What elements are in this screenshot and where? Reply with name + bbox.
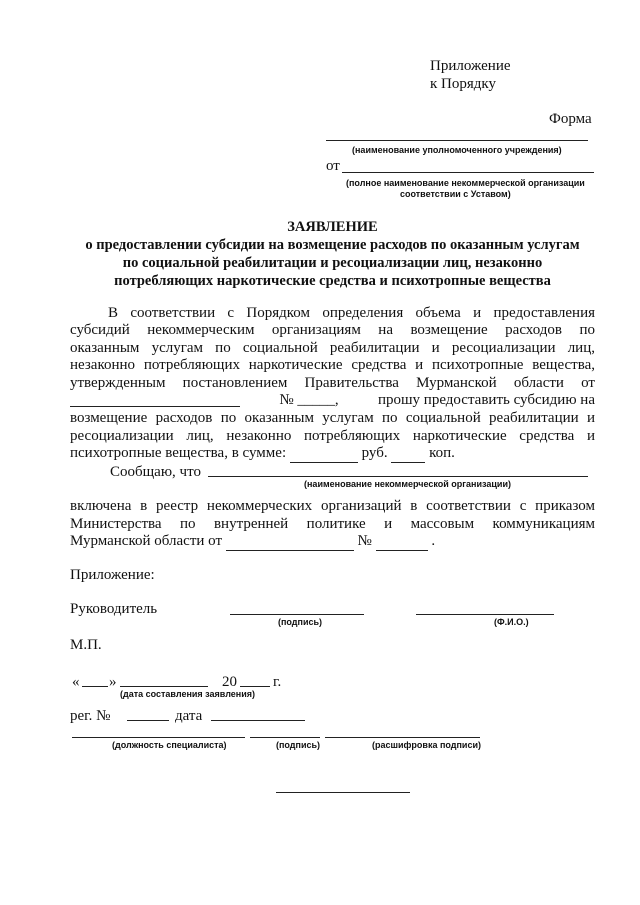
date-quote-open: « [72,674,80,690]
date-year-line[interactable] [240,686,270,687]
caption-signature2: (подпись) [276,740,321,750]
reg-date-line[interactable] [211,720,305,721]
date-quote-close: » [109,674,117,690]
from-label: от [326,158,340,174]
amount-rub-blank[interactable] [290,448,358,463]
p1-line8: ресоциализации лиц, незаконно потребляющих наркотические средства и [70,427,595,444]
title-line1: о предоставлении субсидии на возмещение расходов по оказанным услугам [85,237,580,253]
caption-org-line1: (полное наименование некоммерческой организации [346,178,585,188]
reg-number-line[interactable] [127,720,169,721]
p2-start: Сообщаю, что [110,464,201,480]
p3-line3 [70,533,595,551]
body-paragraph-1 [70,322,595,463]
p1-line9-c: коп. [429,445,455,462]
p1-line6 [70,392,595,410]
body-paragraph-3 [70,498,595,551]
head-signature-line[interactable] [230,614,364,615]
p1-line6-rest: прошу предоставить субсидию на [377,392,595,409]
p1-line9-a: психотропные вещества, в сумме: [70,445,287,462]
p3-line3-c: . [431,533,436,550]
amount-kop-blank[interactable] [391,448,425,463]
title-line3: потребляющих наркотические средства и психотропные вещества [114,273,551,289]
resolution-date-blank[interactable] [70,392,240,407]
p1-line6-no: № _____, [279,392,339,409]
year-prefix: 20 [222,674,237,690]
p1-line4: незаконно потребляющих наркотические средства и психотропные вещества, [70,357,595,374]
appendix-line1: Приложение [430,58,511,74]
caption-fio: (Ф.И.О.) [494,617,529,627]
caption-date: (дата составления заявления) [120,689,256,699]
decoding-line[interactable] [325,737,480,738]
institution-line [326,140,588,141]
p1-line9-b: руб. [361,445,388,462]
p1-line2: субсидий некоммерческим организациям на возмещение расходов по [70,322,595,338]
caption-org-short: (наименование некоммерческой организации) [304,479,511,489]
p1-line9 [70,445,595,463]
p1-line5: утвержденным постановлением Правительства Мурманской области от [70,374,595,391]
caption-position: (должность специалиста) [112,740,227,750]
specialist-signature-line[interactable] [250,737,320,738]
document-title: ЗАЯВЛЕНИЕ [287,219,378,235]
appendix-line2: к Порядку [430,76,496,92]
title-line2: по социальной реабилитации и ресоциализации лиц, незаконно [122,255,543,271]
date-day-line[interactable] [82,686,108,687]
date-month-line[interactable] [120,686,208,687]
org-line [342,172,594,173]
p3-line3-a: Мурманской области от [70,533,223,550]
date-label: дата [175,708,203,724]
form-label: Форма [549,111,592,127]
closing-separator [276,792,410,793]
p3-line1: включена в реестр некоммерческих организаций в соответствии с приказом [70,498,595,514]
head-label: Руководитель [70,601,158,617]
caption-org-line2: соответствии с Уставом) [400,189,511,199]
p1-line1-wrap [108,304,595,322]
seal-label: М.П. [70,637,102,653]
appendix-label: Приложение: [70,567,155,583]
head-fio-line[interactable] [416,614,554,615]
p3-line2: Министерства по внутренней политике и массовым коммуникациям [70,515,595,532]
order-date-blank[interactable] [226,536,354,551]
year-suffix: г. [273,674,282,690]
p1-line3: оказанным услугам по социальной реабилитации и ресоциализации лиц, [70,339,595,356]
reg-label: рег. № [70,708,111,724]
position-line[interactable] [72,737,245,738]
caption-signature: (подпись) [278,617,323,627]
org-name-line[interactable] [208,476,588,477]
caption-institution: (наименование уполномоченного учреждения) [352,145,562,155]
caption-decoding: (расшифровка подписи) [372,740,481,750]
p1-line1: В соответствии с Порядком определения объема и предоставления [108,305,595,321]
p3-line3-b: № [357,533,372,550]
order-number-blank[interactable] [376,536,428,551]
p1-line7: возмещение расходов по оказанным услугам по социальной реабилитации и [70,409,595,426]
